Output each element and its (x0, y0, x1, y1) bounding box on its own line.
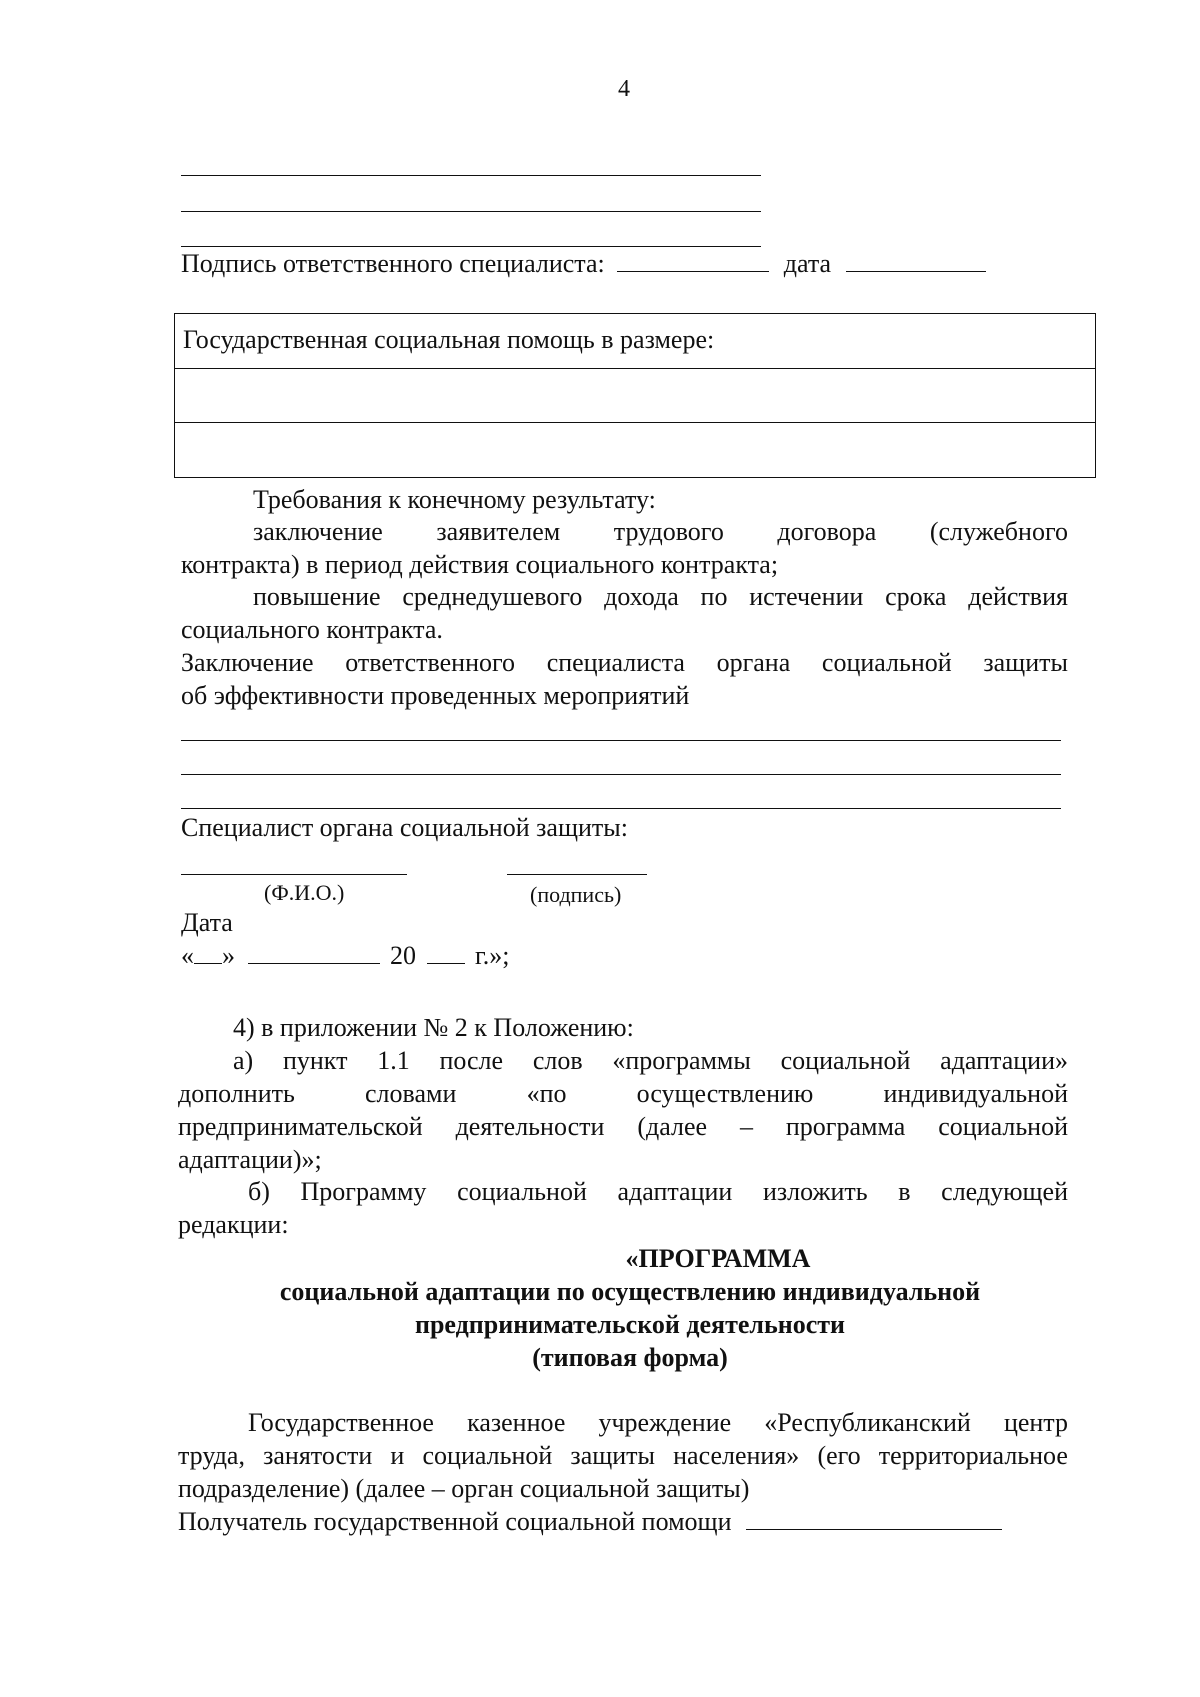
word: защиты (570, 1441, 655, 1470)
signature-blank[interactable] (617, 249, 769, 272)
table-row-divider-2 (175, 422, 1095, 423)
word: изложить (762, 1177, 868, 1206)
word: среднедушевого (402, 582, 583, 611)
year-blank[interactable] (427, 941, 465, 964)
fio-blank[interactable] (181, 874, 407, 875)
word: словами (365, 1079, 457, 1108)
word: по (700, 582, 728, 611)
word: после (439, 1046, 504, 1075)
page-number: 4 (618, 76, 630, 102)
word: адаптации (617, 1177, 733, 1206)
word: Заключение (181, 648, 314, 677)
assistance-table-header: Государственная социальная помощь в размере: (183, 325, 715, 354)
blank-line-1[interactable] (181, 175, 761, 176)
amendment-a-line1 (233, 1045, 1068, 1077)
conclusion-blank-line-1[interactable] (181, 740, 1061, 741)
word: (служебного (929, 517, 1068, 546)
word: срока (885, 582, 947, 611)
word: Программу (300, 1177, 427, 1206)
requirements-item1-line2: контракта) в период действия социального контракта; (181, 550, 779, 579)
signature-caption: (подпись) (530, 882, 622, 907)
amendment-a-line3 (178, 1111, 1068, 1143)
word: пункт (282, 1046, 348, 1075)
word: следующей (941, 1177, 1068, 1206)
word: индивидуальной (883, 1079, 1068, 1108)
word: «Республиканский (764, 1408, 971, 1437)
word: а) (233, 1046, 254, 1075)
blank-line-3[interactable] (181, 246, 761, 247)
word: и (390, 1441, 405, 1470)
conclusion-line1 (181, 647, 1068, 679)
program-title-line3: предпринимательской деятельности (414, 1310, 845, 1339)
institution-line2 (178, 1440, 1068, 1472)
word: дохода (604, 582, 679, 611)
conclusion-line2: об эффективности проведенных мероприятий (181, 681, 690, 710)
close-quote: » (222, 941, 235, 970)
requirements-item2-line2: социального контракта. (181, 615, 443, 644)
word: казенное (467, 1408, 566, 1437)
recipient-label: Получатель государственной социальной помощи (178, 1507, 732, 1536)
word: территориальное (878, 1441, 1068, 1470)
signature-blank-2[interactable] (507, 874, 647, 875)
assistance-table (174, 313, 1096, 478)
word: учреждение (598, 1408, 732, 1437)
word: социальной (457, 1177, 587, 1206)
specialist-signature-label: Подпись ответственного специалиста: (181, 249, 605, 278)
word: социальной (780, 1046, 911, 1075)
conclusion-blank-line-3[interactable] (181, 808, 1061, 809)
date-row (181, 940, 509, 972)
requirements-item2-line1 (253, 581, 1068, 613)
program-title-line2: социальной адаптации по осуществлению индивидуальной (279, 1277, 981, 1306)
year-suffix: г.»; (475, 941, 510, 970)
word: «программы (612, 1046, 751, 1075)
word: дополнить (178, 1079, 295, 1108)
fio-caption: (Ф.И.О.) (264, 880, 345, 905)
word: (его (817, 1441, 861, 1470)
word: социальной (821, 648, 952, 677)
word: (далее (637, 1112, 708, 1141)
word: договора (777, 517, 877, 546)
date-label: дата (783, 249, 832, 278)
date-label-2: Дата (181, 908, 233, 937)
word: органа (716, 648, 791, 677)
word: центр (1003, 1408, 1068, 1437)
recipient-blank[interactable] (746, 1507, 1002, 1530)
amendment-b-line2: редакции: (178, 1210, 289, 1239)
word: заявителем (436, 517, 561, 546)
recipient-row (178, 1506, 1002, 1538)
amendment-a-line2 (178, 1078, 1068, 1110)
institution-line3: подразделение) (далее – орган социальной защиты) (178, 1474, 750, 1503)
word: 1.1 (377, 1046, 410, 1075)
requirements-item1-line1 (253, 516, 1068, 548)
date-blank[interactable] (846, 249, 986, 272)
program-title-line4: (типовая форма) (532, 1343, 728, 1372)
word: социальной (422, 1441, 553, 1470)
specialist-label: Специалист органа социальной защиты: (181, 813, 628, 842)
word: программа (785, 1112, 906, 1141)
requirements-heading: Требования к конечному результату: (253, 485, 656, 514)
word: населения» (673, 1441, 800, 1470)
word: Государственное (248, 1408, 434, 1437)
institution-line1 (248, 1407, 1068, 1439)
year-prefix: 20 (390, 941, 416, 970)
word: социальной (938, 1112, 1068, 1141)
specialist-signature-row (181, 248, 986, 280)
word: специалиста (546, 648, 685, 677)
conclusion-blank-line-2[interactable] (181, 774, 1061, 775)
word: предпринимательской (178, 1112, 423, 1141)
word: занятости (263, 1441, 373, 1470)
word: действия (968, 582, 1068, 611)
word: трудового (613, 517, 724, 546)
blank-line-2[interactable] (181, 211, 761, 212)
program-title-line1: «ПРОГРАММА (625, 1244, 811, 1273)
table-row-divider-1 (175, 368, 1095, 369)
program-title (180, 1242, 1080, 1374)
word: заключение (253, 517, 383, 546)
word: деятельности (455, 1112, 605, 1141)
day-blank[interactable] (194, 941, 222, 964)
open-quote: « (181, 941, 194, 970)
amendment-a-line4: адаптации)»; (178, 1145, 322, 1174)
word: труда, (178, 1441, 245, 1470)
word: истечении (749, 582, 864, 611)
word: осуществлению (636, 1079, 814, 1108)
word: адаптации» (940, 1046, 1068, 1075)
word: – (739, 1112, 753, 1141)
month-blank[interactable] (248, 941, 380, 964)
word: слов (532, 1046, 583, 1075)
word: защиты (983, 648, 1068, 677)
word: ответственного (345, 648, 516, 677)
word: б) (248, 1177, 270, 1206)
word: повышение (253, 582, 381, 611)
word: «по (526, 1079, 567, 1108)
amendment-item4: 4) в приложении № 2 к Положению: (233, 1013, 634, 1042)
word: в (898, 1177, 911, 1206)
amendment-b-line1 (248, 1176, 1068, 1208)
